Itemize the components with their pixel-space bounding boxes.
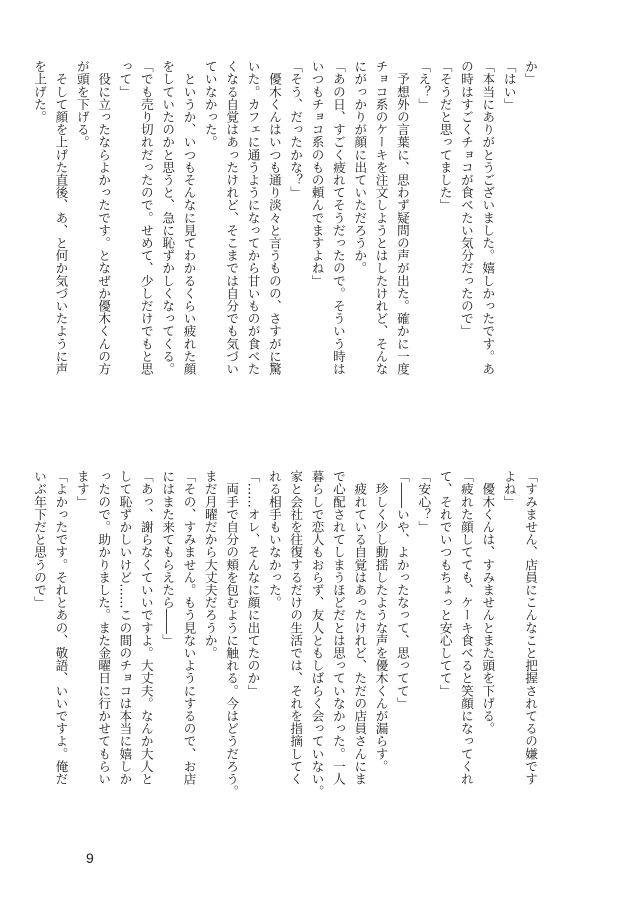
text-column: の時はすごくチョコが食べたい気分だったので」 <box>458 60 474 338</box>
text-column: で心配されてしまうほどだとは思っていなかった。一人 <box>330 470 346 785</box>
text-column: 「はい」 <box>501 60 517 111</box>
text-column: 珍しく少し動揺したような声を優木くんが漏らす。 <box>373 470 389 773</box>
text-column: を上げた。 <box>32 60 48 123</box>
text-column: 家と会社を往復するだけの生活では、それを指摘してく <box>288 470 304 785</box>
text-column: 「その、すみません。もう見ないようにするので、お店 <box>181 470 197 785</box>
text-column: 「よかったです。それとあの、敬語、いいですよ。俺だ <box>53 470 69 785</box>
text-column: まだ月曜だから大丈夫だろうか。 <box>202 470 218 659</box>
upper-text-block <box>32 60 541 400</box>
text-column: いた。カフェに通うようになってから甘いものが食べた <box>245 60 261 375</box>
text-column: れる相手もいなかった。 <box>266 470 282 609</box>
text-column: 「安心？」 <box>416 470 432 533</box>
text-column: 「本当にありがとうございました。嬉しかったです。あ <box>480 60 496 375</box>
text-column: て、それでいつもちょっと安心してて」 <box>437 470 453 697</box>
text-column: して恥ずかしいけど……この間のチョコは本当に嬉しか <box>117 470 133 785</box>
text-column: 優木くんは、すみませんとまた頭を下げる。 <box>480 470 496 735</box>
text-column: 優木くんはいつも通り淡々と言うものの、さすがに驚 <box>266 60 282 375</box>
text-column: 「そう、だったかな？」 <box>288 60 304 199</box>
lower-text-block <box>32 470 541 810</box>
text-column: 「え？」 <box>416 60 432 111</box>
text-column: 「疲れた顔してても、ケーキ食べると笑顔になってくれ <box>458 470 474 785</box>
text-column: 「あの日、すごく疲れてそうだったので。そういう時は <box>330 60 346 375</box>
text-column: 「――いや、よかったなって、思ってて」 <box>394 470 410 710</box>
text-column: 「すみません、店員にこんなこと把握されてるの嫌です <box>523 470 538 785</box>
text-column: をしていたのかと思うと、急に恥ずかしくなってくる。 <box>160 60 176 375</box>
text-column: にはまた来てもらえたら――」 <box>160 470 176 647</box>
text-column: が頭を下げる。 <box>74 60 90 149</box>
text-column: ます」 <box>74 470 90 508</box>
text-column: か」 <box>523 60 538 86</box>
text-column: いつもチョコ系のもの頼んでますよね」 <box>309 60 325 287</box>
text-column: 両手で自分の頬を包むように触れる。今はどうだろう。 <box>224 470 240 798</box>
text-column: 「そうだと思ってました」 <box>437 60 453 212</box>
text-column: ったので。助かりました。また金曜日に行かせてもらい <box>96 470 112 785</box>
text-column: 「でも売り切れだったので。せめて、少しだけでもと思 <box>138 60 154 375</box>
text-column: 「……オレ、そんなに顔に出てたのか」 <box>245 470 261 697</box>
text-column: 疲れている自覚はあったけれど、ただの店員さんにま <box>352 470 368 785</box>
text-column: ていなかった。 <box>202 60 218 149</box>
text-column: 予想外の言葉に、思わず疑問の声が出た。確かに一度 <box>394 60 410 375</box>
text-column: チョコ系のケーキを注文しようとはしたけれど、そんな <box>373 60 389 375</box>
text-column: くなる自覚はあったけれど、そこまでは自分でも気づい <box>224 60 240 375</box>
text-column: そして顔を上げた直後、あ、と何か気づいたように声 <box>53 60 69 375</box>
text-column: 「あっ、謝らなくていいですよ。大丈夫。なんか大人と <box>138 470 154 785</box>
page-number: 9 <box>86 850 94 866</box>
text-column: 暮らしで恋人もおらず、友人ともしばらく会っていない。 <box>309 470 325 798</box>
text-column: というか、いつもそんなに見てわかるくらい疲れた顔 <box>181 60 197 375</box>
text-column: いぶ年下だと思うので」 <box>32 470 48 609</box>
text-column: にがっかりが顔に出ていただろうか。 <box>352 60 368 275</box>
text-column: 役に立ったならよかったです。となぜか優木くんの方 <box>96 60 112 375</box>
text-column: よね」 <box>501 470 517 508</box>
text-column: って」 <box>117 60 133 98</box>
